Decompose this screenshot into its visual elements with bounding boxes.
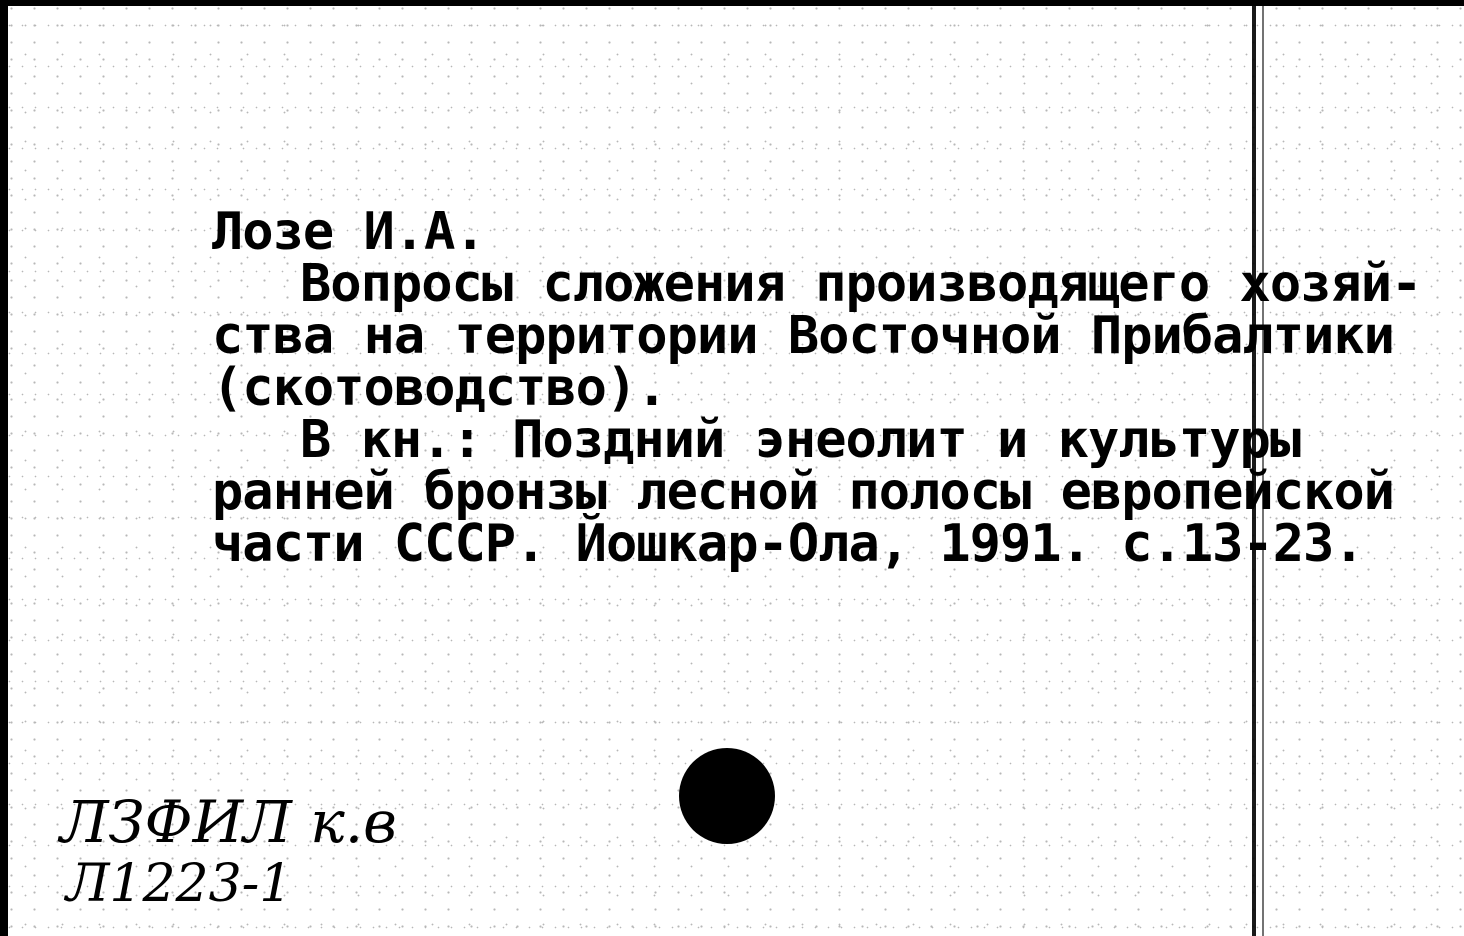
card-left-edge bbox=[0, 0, 8, 936]
card-top-edge bbox=[0, 0, 1464, 6]
title-line-1: Вопросы сложения производящего хозяй- bbox=[300, 254, 1422, 314]
source-line-2: ранней бронзы лесной полосы европейской bbox=[212, 462, 1394, 522]
bibliographic-entry bbox=[212, 202, 1432, 574]
source-line-3: части СССР. Йошкар-Ола, 1991. с.13-23. bbox=[212, 514, 1364, 574]
shelfmark-line-2: Л1223-1 bbox=[66, 854, 293, 914]
title-line-3: (скотоводство). bbox=[212, 358, 667, 418]
title-line-2: ства на территории Восточной Прибалтики bbox=[212, 306, 1394, 366]
shelfmark-line-1: ЛЗФИЛ к.в bbox=[60, 788, 397, 856]
source-line-1: В кн.: Поздний энеолит и культуры bbox=[300, 410, 1301, 470]
author-line: Лозе И.А. bbox=[212, 202, 485, 262]
handwritten-shelfmark bbox=[60, 790, 397, 914]
punch-hole bbox=[679, 748, 775, 844]
